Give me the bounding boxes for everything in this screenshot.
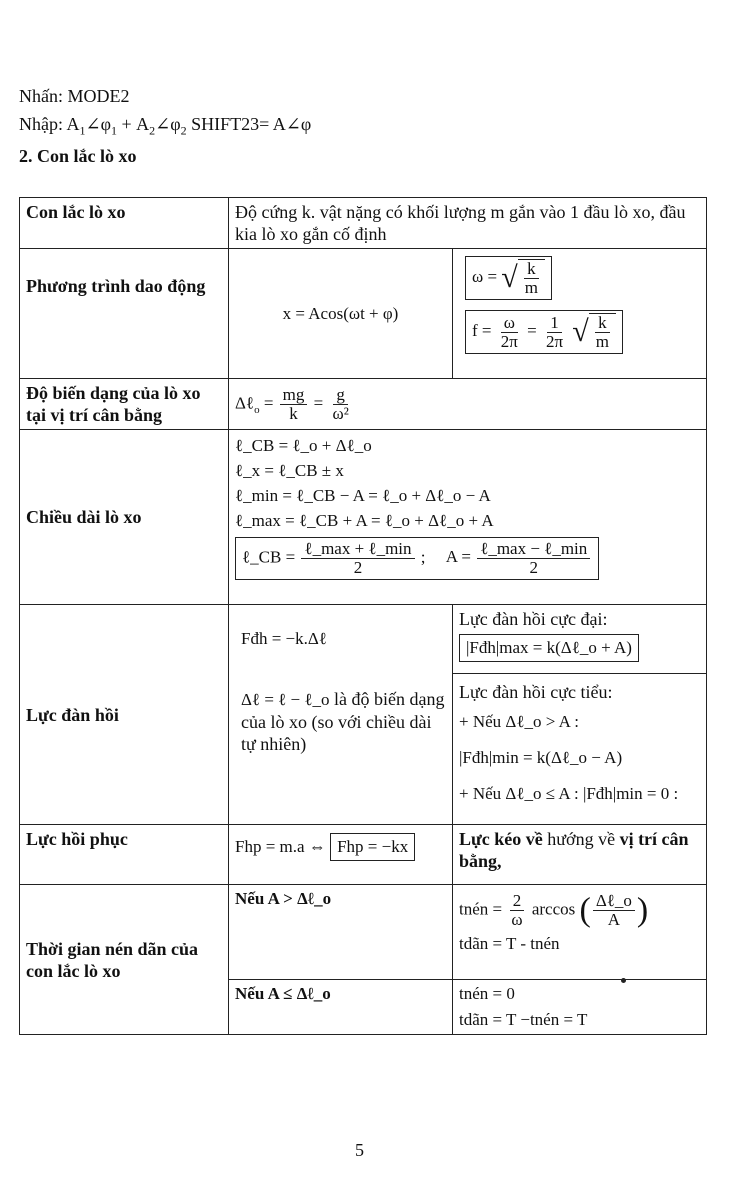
text: Fhp = m.a ⇔ [235, 837, 326, 856]
n: mg [280, 386, 308, 405]
fhp-desc [453, 825, 707, 885]
text: Δℓ = ℓ − ℓ_o [241, 690, 330, 709]
row-label: Thời gian nén dãn của con lắc lò xo [20, 885, 229, 1035]
b: vị trí cân bằng, [459, 829, 689, 871]
row-label: Lực đàn hồi [20, 605, 229, 825]
n: k [524, 260, 539, 279]
div: Lực đàn hồi cực đại: [459, 609, 608, 629]
text: arccos [531, 899, 576, 919]
div: |Fđh|max = k(Δℓ_o + A) [459, 634, 639, 662]
formula-table [19, 197, 707, 1035]
d: ω [511, 910, 523, 929]
row-luc-hoi-phuc [20, 825, 707, 885]
div: ℓ_max = ℓ_CB + A = ℓ_o + Δℓ_o + A [235, 511, 494, 530]
radical-sign: √ [501, 261, 518, 294]
text: hướng về [542, 829, 620, 849]
omega-f-cell [453, 249, 707, 379]
n: g [333, 386, 348, 405]
d: k [289, 403, 298, 423]
div: Lực đàn hồi cực tiểu: [459, 682, 613, 702]
row-label: Con lắc lò xo [20, 198, 229, 249]
tnen-cell [453, 885, 707, 980]
div: ℓ_x = ℓ_CB ± x [235, 461, 344, 480]
d: 2 [529, 558, 538, 577]
n: ω [501, 314, 518, 333]
sub: 2 [180, 123, 187, 138]
radical-sign: √ [572, 315, 589, 348]
fdh-limits-cell [453, 605, 707, 825]
row-thoi-gian-1 [20, 885, 707, 980]
n: 2 [510, 892, 525, 911]
row-chieu-dai [20, 430, 707, 605]
d: ω² [332, 403, 349, 423]
stray-dot [621, 978, 626, 983]
d: A [607, 910, 620, 929]
text: ) [636, 891, 649, 929]
omega-box [465, 256, 552, 300]
sub: 2 [149, 123, 156, 138]
n: k [595, 314, 610, 333]
row-label: Chiều dài lò xo [20, 430, 229, 605]
d: 2 [353, 558, 363, 577]
sub: 1 [110, 123, 117, 138]
sqrt [572, 313, 616, 351]
row-con-lac [20, 198, 707, 249]
div: tdãn = T - tnén [459, 934, 560, 953]
text: A = [445, 547, 471, 567]
div: + Nếu Δℓ_o ≤ A : |Fđh|min = 0 : [459, 784, 679, 803]
text: = [527, 320, 537, 340]
div: Fđh = −k.Δℓ [241, 629, 327, 648]
div: ℓ_CB = ℓ_o + Δℓ_o [235, 436, 372, 455]
eq-x: x = Acos(ωt + φ) [229, 249, 453, 379]
sub: o [254, 403, 260, 416]
d: m [595, 332, 609, 351]
text: = [263, 392, 274, 412]
row-label: Độ biến dạng của lò xo tại vị trí cân bằng [20, 379, 229, 430]
text: ( [579, 891, 591, 929]
text: ; [420, 547, 426, 567]
b: Lực kéo về [459, 829, 543, 849]
instruction-line-1: Nhấn: MODE2 [19, 86, 130, 106]
div: + Nếu Δℓ_o > A : [459, 712, 579, 731]
div: tnén = 0 [459, 984, 515, 1003]
div: tdãn = T −tnén = T [459, 1010, 588, 1029]
text: ω = [472, 266, 498, 286]
sub: 1 [79, 123, 86, 138]
div: |Fđh|min = k(Δℓ_o − A) [459, 748, 623, 767]
text: ℓ_CB = [242, 547, 296, 567]
fdh-min [453, 674, 706, 812]
row-label: Lực hồi phục [20, 825, 229, 885]
row-desc: Độ cứng k. vật nặng có khối lượng m gắn vào 1 đầu lò xo, đầu kia lò xo gắn cố định [229, 198, 707, 249]
tnen0-cell [453, 980, 707, 1035]
text: ∠φ [155, 114, 181, 134]
row-luc-dan-hoi [20, 605, 707, 825]
text: ∠φ [85, 114, 111, 134]
text: f = [472, 320, 492, 340]
n: ℓ_max + ℓ_min [301, 540, 414, 559]
text: Δℓ [235, 392, 255, 412]
text: là độ biến dạng của lò xo (so với chiều dài tự nhiên) [241, 689, 445, 754]
n: ℓ_max − ℓ_min [477, 540, 590, 559]
row-label: Phương trình dao động [20, 249, 229, 379]
f-box [465, 310, 623, 354]
div: ℓ_min = ℓ_CB − A = ℓ_o + Δℓ_o − A [235, 486, 491, 505]
case1-label: Nếu A > Δℓ_o [229, 885, 453, 980]
instruction-line-2 [19, 114, 311, 139]
d: 2π [500, 331, 518, 351]
d: m [524, 278, 538, 297]
length-cell [229, 430, 707, 605]
d: 2π [545, 331, 564, 351]
text: tnén = [459, 899, 503, 919]
n: Δℓ_o [593, 892, 635, 911]
lcb-box [235, 537, 599, 580]
fdh-max [453, 605, 706, 674]
row-phuong-trinh [20, 249, 707, 379]
fdh-cell [229, 605, 453, 825]
section-title: 2. Con lắc lò xo [19, 146, 137, 166]
text: + A [116, 114, 150, 134]
text: = [313, 392, 324, 412]
eq-delta [229, 379, 707, 430]
text: Fhp = −kx [330, 833, 415, 861]
page-number: 5 [355, 1140, 364, 1160]
case2-label: Nếu A ≤ Δℓ_o [229, 980, 453, 1035]
n: 1 [547, 314, 562, 333]
row-bien-dang [20, 379, 707, 430]
fhp-cell [229, 825, 453, 885]
text: SHIFT23= A∠φ [186, 114, 312, 134]
text: Nhập: A [19, 114, 80, 134]
sqrt [501, 259, 545, 297]
